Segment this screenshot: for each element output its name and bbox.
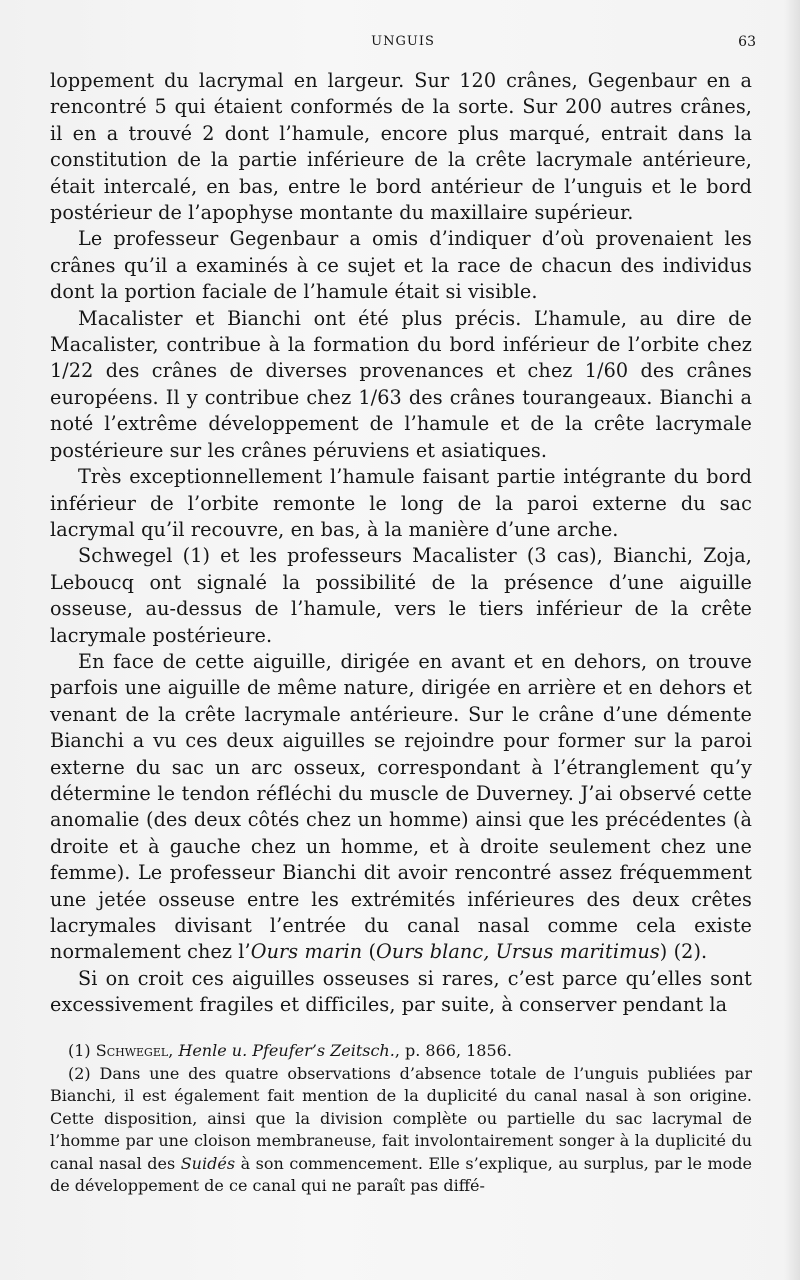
paragraph-6-close: ) (2). [659, 940, 708, 964]
page-number: 63 [738, 34, 756, 50]
paragraph-6-italic-1: Ours marin [250, 940, 363, 964]
footnote-2-part-1: (2) Dans une des quatre observations d’absence totale de l’unguis publiées par Bianchi, il est également fait mention de la duplicité du canal nasal à son origine. Cette disposition, ainsi que la division complète ou partielle du sac lacrymal de l’homme par une cloison membraneuse, fait involontairement songer à la duplicité du canal nasal des [50, 1063, 752, 1173]
footnote-1-marker: (1) [68, 1041, 96, 1060]
footnote-2-part-2: à son commencement. Elle s’explique, au surplus, par le mode de développement de ce canal qui ne paraît pas diffé- [50, 1153, 752, 1195]
paragraph-6 [50, 649, 752, 966]
paragraph-4: Très exceptionnellement l’hamule faisant partie intégrante du bord inférieur de l’orbite remonte le long de la paroi externe du sac lacrymal qu’il recouvre, en bas, à la manière d’une arche. [50, 465, 752, 541]
page-header [50, 34, 756, 54]
paragraph-1: loppement du lacrymal en largeur. Sur 120 crânes, Gegenbaur en a rencontré 5 qui étaient conformés de la sorte. Sur 200 autres crânes, il en a trouvé 2 dont l’hamule, encore plus marqué, entrait dans la constitution de la partie inférieure de la crête lacrymale antérieure, était intercalé, en bas, entre le bord antérieur de l’unguis et le bord postérieur de l’apophyse montante du maxillaire supérieur. [50, 69, 752, 225]
page-edge-shadow [784, 0, 800, 1280]
footnote-1 [50, 1040, 752, 1063]
footnotes [50, 1040, 752, 1198]
footnote-1-author: Schwegel [95, 1041, 169, 1060]
running-head: UNGUIS [371, 34, 435, 49]
main-text [50, 68, 752, 1019]
paragraph-5: Schwegel (1) et les professeurs Macalister (3 cas), Bianchi, Zoja, Leboucq ont signalé la possibilité de la présence d’une aiguille osseuse, au-dessus de l’hamule, vers le tiers inférieur de la crête lacrymale postérieure. [50, 544, 752, 647]
footnote-1-sep: , [168, 1041, 179, 1060]
footnote-1-rest: , p. 866, 1856. [394, 1041, 512, 1060]
paragraph-7: Si on croit ces aiguilles osseuses si rares, c’est parce qu’elles sont excessivement fragiles et difficiles, par suite, à conserver pendant la [50, 966, 752, 1017]
paragraph-6-italic-2: Ours blanc, Ursus maritimus [376, 940, 660, 964]
paragraph-6-main: En face de cette aiguille, dirigée en avant et en dehors, on trouve parfois une aiguille de même nature, dirigée en arrière et en dehors et venant de la crête lacrymale antérieure. Sur le crâne d’une démente Bianchi a vu ces deux aiguilles se rejoindre pour former sur la paroi externe du sac un arc osseux, correspondant à l’étranglement qu’y détermine le tendon réfléchi du muscle de Duverney. J’ai observé cette anomalie (des deux côtés chez un homme) ainsi que les précédentes (à droite et à gauche chez un homme, et à droite seulement chez une femme). Le professeur Bianchi dit avoir rencontré assez fréquemment une jetée osseuse entre les extrémités inférieures des deux crêtes lacrymales divisant l’entrée du canal nasal comme cela existe normalement chez l’ [50, 649, 752, 964]
paragraph-3: Macalister et Bianchi ont été plus précis. L’hamule, au dire de Macalister, contribue à la formation du bord inférieur de l’orbite chez 1/22 des crânes de diverses provenances et chez 1/60 des crânes européens. Il y contribue chez 1/63 des crânes tourangeaux. Bianchi a noté l’extrême développement de l’hamule et de la crête lacrymale postérieure sur les crânes péruviens et asiatiques. [50, 306, 752, 462]
footnote-1-title: Henle u. Pfeufer’s Zeitsch. [178, 1041, 395, 1060]
footnote-2-italic: Suidés [180, 1153, 236, 1173]
paragraph-2: Le professeur Gegenbaur a omis d’indiquer d’où provenaient les crânes qu’il a examinés à ce sujet et la race de chacun des individus dont la portion faciale de l’hamule était si visible. [50, 227, 752, 304]
footnote-2 [50, 1063, 752, 1198]
paragraph-6-open-paren: ( [362, 940, 377, 964]
